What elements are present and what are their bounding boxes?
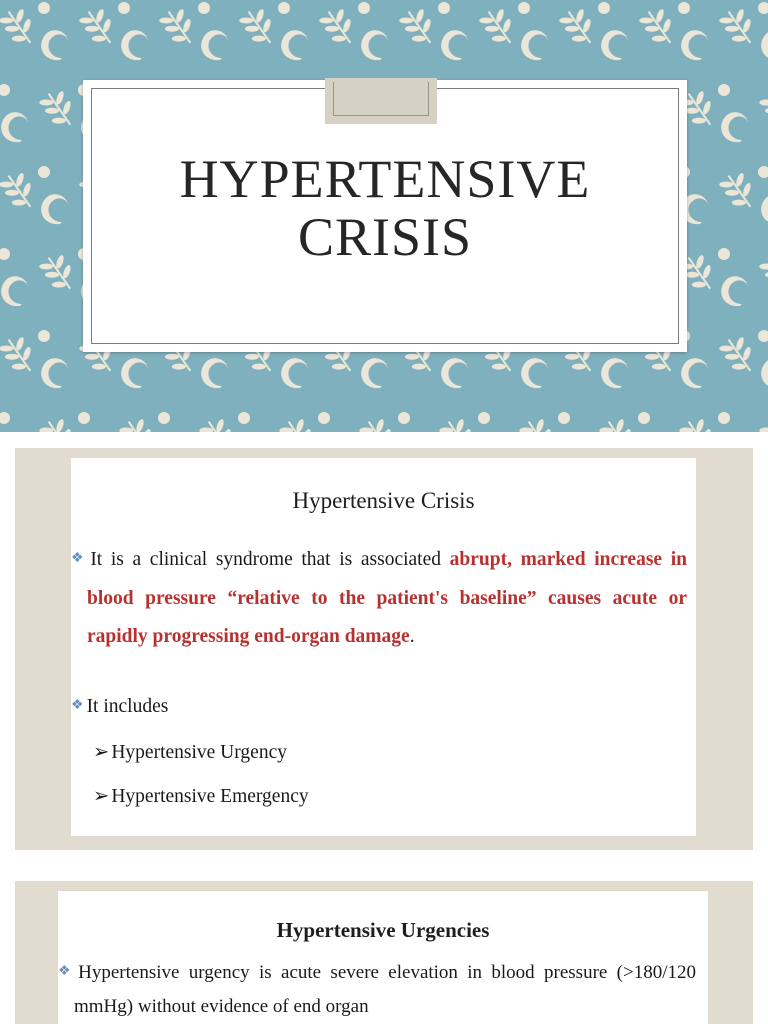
paisley-shape	[761, 358, 768, 388]
title-card	[83, 80, 687, 352]
definition-bullet	[71, 540, 687, 657]
leaf-sprig-shape	[316, 3, 362, 51]
dot-shape	[718, 248, 730, 260]
paisley-shape	[41, 194, 68, 224]
leaf-sprig-shape	[396, 3, 442, 51]
dot-shape	[318, 412, 330, 424]
leaf-sprig-shape	[0, 167, 42, 215]
leaf-sprig-shape	[156, 3, 202, 51]
leaf-sprig-shape	[0, 3, 42, 51]
sub-item-emergency	[93, 784, 309, 808]
paisley-shape	[761, 194, 768, 224]
sub-item-urgency	[93, 740, 287, 764]
leaf-sprig-shape	[76, 3, 122, 51]
paisley-shape	[521, 30, 548, 60]
paisley-shape	[281, 358, 308, 388]
leaf-sprig-shape	[676, 413, 722, 432]
dot-shape	[638, 412, 650, 424]
dot-shape	[0, 412, 10, 424]
definition-text-plain: It is a clinical syndrome that is associated	[90, 549, 450, 570]
leaf-sprig-shape	[716, 331, 762, 379]
sub-item-label: Hypertensive Urgency	[111, 742, 287, 763]
dot-shape	[758, 2, 768, 14]
leaf-sprig-shape	[756, 413, 768, 432]
leaf-sprig-shape	[36, 85, 82, 133]
paisley-shape	[721, 276, 748, 306]
dot-shape	[118, 2, 130, 14]
definition-text-highlight: abrupt, marked increase in blood pressure “relative to the patient's baseline” causes acute or rapidly progressing end-organ damage	[87, 549, 687, 647]
leaf-sprig-shape	[116, 413, 162, 432]
paisley-shape	[1, 276, 28, 306]
paisley-shape	[361, 358, 388, 388]
arrow-bullet-icon: ➢	[93, 786, 110, 807]
dot-shape	[0, 248, 10, 260]
leaf-sprig-shape	[0, 331, 42, 379]
arrow-bullet-icon: ➢	[93, 742, 110, 763]
leaf-sprig-shape	[516, 413, 562, 432]
urgency-definition-bullet	[58, 955, 696, 1024]
leaf-sprig-shape	[356, 413, 402, 432]
leaf-sprig-shape	[716, 167, 762, 215]
dot-shape	[758, 166, 768, 178]
dot-shape	[598, 2, 610, 14]
title-slide	[0, 0, 768, 432]
slide-content-panel	[71, 458, 696, 836]
paisley-shape	[681, 30, 708, 60]
slide-title	[83, 150, 687, 266]
dot-shape	[758, 330, 768, 342]
slide-title-line-1: HYPERTENSIVE	[179, 149, 591, 209]
leaf-sprig-shape	[556, 3, 602, 51]
dot-shape	[158, 412, 170, 424]
paisley-shape	[281, 30, 308, 60]
dot-shape	[518, 2, 530, 14]
paisley-shape	[41, 30, 68, 60]
paisley-shape	[601, 30, 628, 60]
includes-text: It includes	[86, 696, 169, 717]
dot-shape	[78, 412, 90, 424]
leaf-sprig-shape	[596, 413, 642, 432]
paisley-shape	[121, 30, 148, 60]
dot-shape	[0, 84, 10, 96]
urgency-definition-text: Hypertensive urgency is acute severe elevation in blood pressure (>180/120 mmHg) without evidence of end organ	[74, 962, 696, 1017]
paisley-shape	[681, 358, 708, 388]
leaf-sprig-shape	[476, 3, 522, 51]
paisley-shape	[121, 358, 148, 388]
dot-shape	[198, 2, 210, 14]
dot-shape	[238, 412, 250, 424]
includes-bullet	[71, 696, 168, 718]
dot-shape	[358, 2, 370, 14]
title-card-tab	[325, 78, 437, 124]
leaf-sprig-shape	[36, 413, 82, 432]
paisley-shape	[441, 358, 468, 388]
slide-content-panel	[58, 891, 708, 1024]
paisley-shape	[361, 30, 388, 60]
slide-title-line-2: CRISIS	[297, 207, 473, 267]
diamond-bullet-icon: ❖	[71, 551, 88, 566]
paisley-shape	[441, 30, 468, 60]
dot-shape	[558, 412, 570, 424]
dot-shape	[38, 2, 50, 14]
diamond-bullet-icon: ❖	[58, 964, 76, 979]
paisley-shape	[761, 30, 768, 60]
leaf-sprig-shape	[636, 3, 682, 51]
leaf-sprig-shape	[36, 249, 82, 297]
paisley-shape	[201, 358, 228, 388]
definition-text-end: .	[409, 626, 415, 647]
dot-shape	[38, 166, 50, 178]
leaf-sprig-shape	[276, 413, 322, 432]
leaf-sprig-shape	[756, 249, 768, 297]
slide-heading: Hypertensive Crisis	[292, 488, 475, 513]
leaf-sprig-shape	[436, 413, 482, 432]
paisley-shape	[721, 112, 748, 142]
paisley-shape	[1, 112, 28, 142]
sub-item-label: Hypertensive Emergency	[111, 786, 309, 807]
paisley-shape	[521, 358, 548, 388]
leaf-sprig-shape	[196, 413, 242, 432]
dot-shape	[718, 84, 730, 96]
leaf-sprig-shape	[756, 85, 768, 133]
paisley-shape	[41, 358, 68, 388]
leaf-sprig-shape	[236, 3, 282, 51]
dot-shape	[678, 2, 690, 14]
dot-shape	[718, 412, 730, 424]
paisley-shape	[201, 30, 228, 60]
slide-heading: Hypertensive Urgencies	[276, 918, 490, 942]
dot-shape	[38, 330, 50, 342]
dot-shape	[478, 412, 490, 424]
leaf-sprig-shape	[716, 3, 762, 51]
dot-shape	[438, 2, 450, 14]
hypertensive-crisis-slide	[15, 448, 753, 850]
diamond-bullet-icon: ❖	[71, 698, 84, 713]
paisley-shape	[601, 358, 628, 388]
dot-shape	[398, 412, 410, 424]
hypertensive-urgencies-slide	[15, 881, 753, 1024]
dot-shape	[278, 2, 290, 14]
